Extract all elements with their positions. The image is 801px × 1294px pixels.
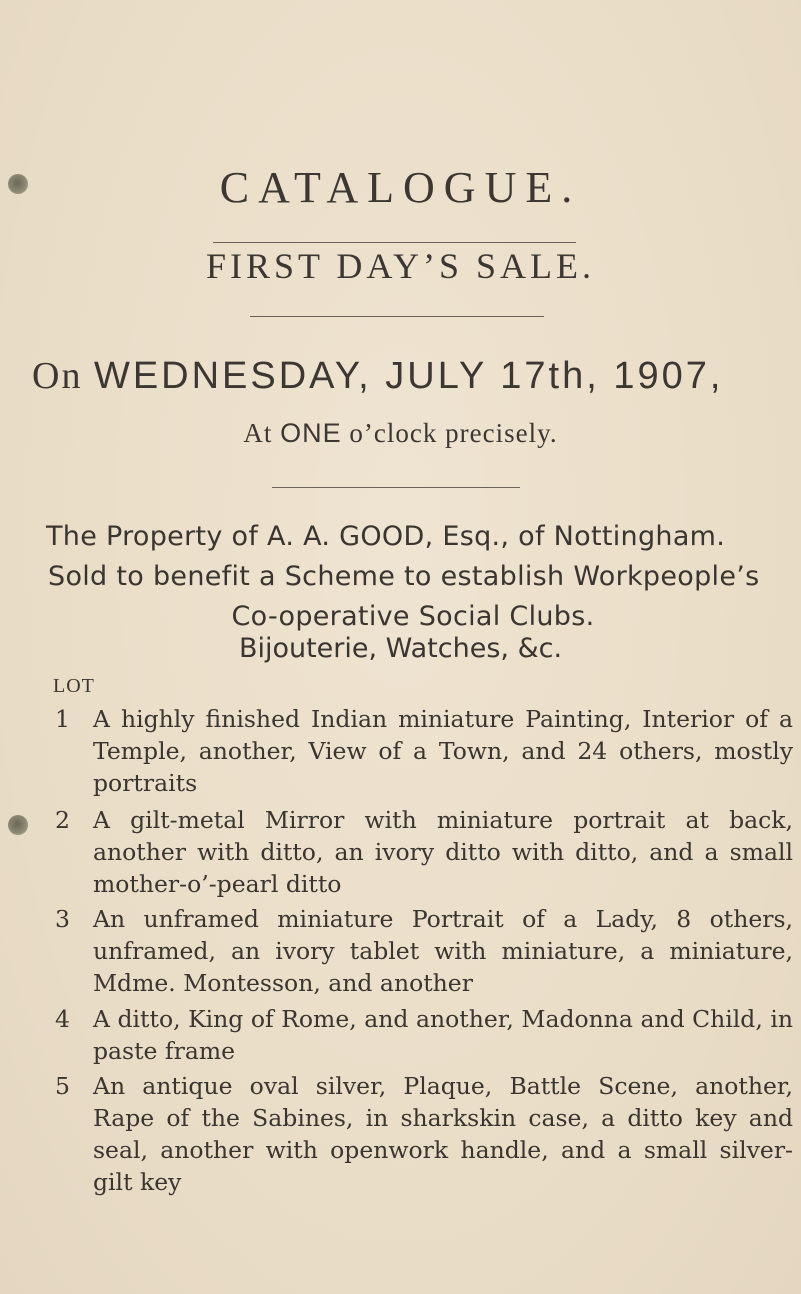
- subtitle-rule: [250, 316, 544, 317]
- property-line-3: Co-operative Social Clubs.: [231, 601, 595, 632]
- sale-time-prefix: At: [243, 418, 273, 448]
- sale-date-on: On: [32, 355, 83, 397]
- lot-number: 3: [55, 905, 70, 933]
- lot-number: 5: [55, 1072, 70, 1100]
- title-rule: [213, 242, 576, 243]
- property-line-1: The Property of A. A. GOOD, Esq., of Nottingham.: [46, 521, 726, 552]
- lot-description: An antique oval silver, Plaque, Battle Scene, another, Rape of the Sabines, in sharkskin case, a ditto key and seal, another with openwork handle, and a small silver-gilt key: [93, 1072, 793, 1196]
- sale-time-word: ONE: [280, 418, 342, 448]
- lot-number: 4: [55, 1005, 70, 1033]
- lot-description: A gilt-metal Mirror with miniature portrait at back, another with ditto, an ivory ditto with ditto, and a small mother-o’-pearl ditto: [93, 806, 793, 898]
- lot-number: 1: [55, 705, 70, 733]
- sale-time-suffix: o’clock precisely.: [349, 418, 558, 448]
- lot-description: A ditto, King of Rome, and another, Madonna and Child, in paste frame: [93, 1005, 793, 1065]
- sale-time-line: [0, 418, 801, 449]
- lot-description: A highly finished Indian miniature Painting, Interior of a Temple, another, View of a Town, and 24 others, mostly portraits: [93, 705, 793, 797]
- sale-date-line: [32, 354, 723, 398]
- property-statement: [48, 517, 788, 637]
- lot-description: An unframed miniature Portrait of a Lady, 8 others, unframed, an ivory tablet with miniature, a miniature, Mdme. Montesson, and another: [93, 905, 793, 997]
- sale-date: WEDNESDAY, JULY 17th, 1907,: [93, 355, 724, 397]
- sale-day-heading: FIRST DAY’S SALE.: [205, 246, 596, 286]
- binding-hole-bottom: [8, 815, 28, 835]
- section-heading: Bijouterie, Watches, &c.: [238, 633, 563, 664]
- catalogue-title: CATALOGUE.: [219, 163, 582, 212]
- property-line-2: Sold to benefit a Scheme to establish Workpeople’s: [48, 561, 760, 592]
- time-rule: [272, 487, 520, 488]
- lot-column-label: LOT: [53, 675, 95, 697]
- lot-number: 2: [55, 806, 70, 834]
